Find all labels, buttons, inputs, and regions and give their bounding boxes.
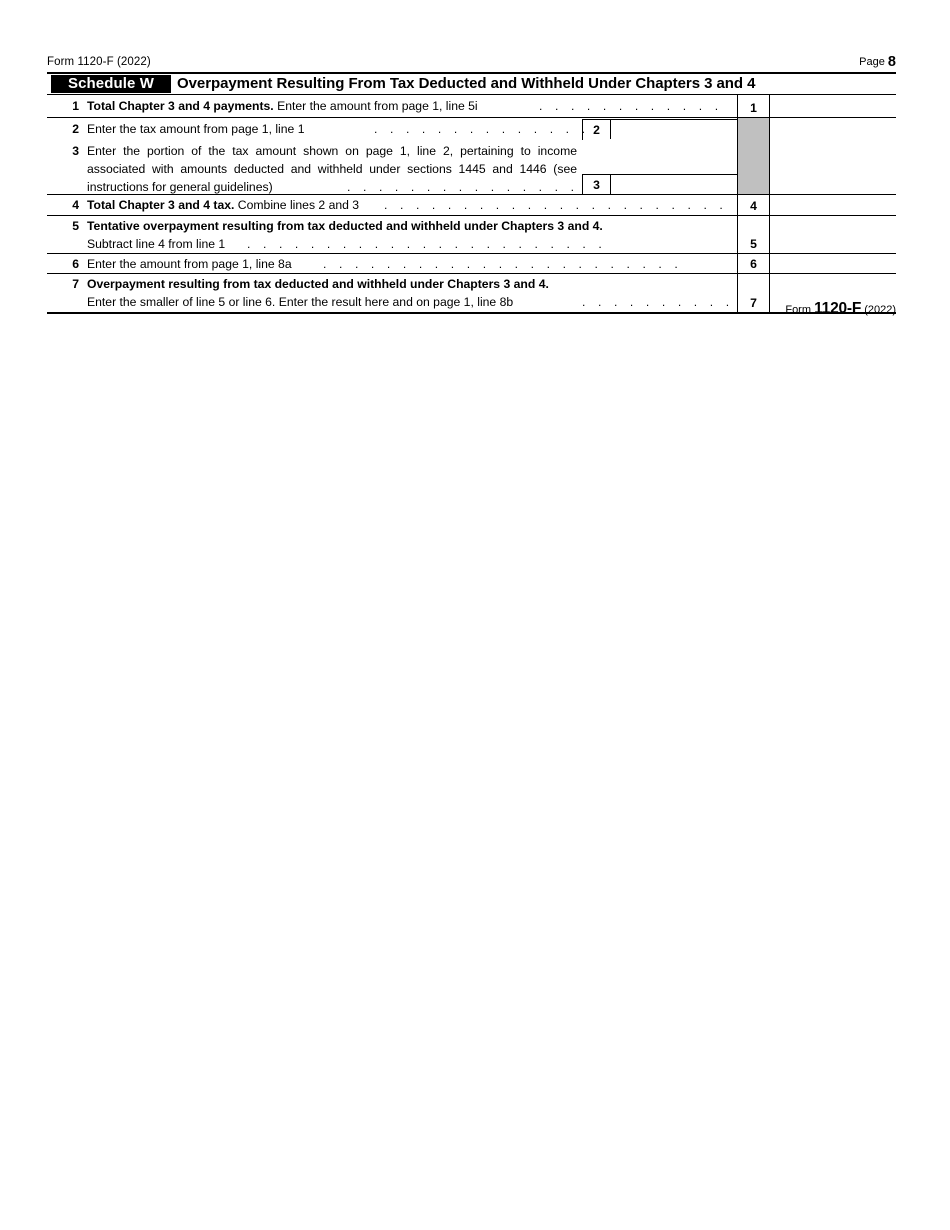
- sub-entry-field-3[interactable]: [611, 175, 737, 194]
- line-text-3-row2: associated with amounts deducted and withheld under sections 1445 and 1446 (see: [87, 162, 577, 176]
- amount-number-label-6: 6: [750, 257, 757, 271]
- sub-line-number-3: 3: [583, 175, 611, 194]
- line-number-5: 5: [72, 219, 79, 233]
- footer-form-year: (2022): [864, 304, 896, 316]
- line-text-4: [87, 197, 359, 213]
- dot-leader-1: . . . . . . . . . . . .: [539, 99, 723, 113]
- table-row-line-5: [47, 216, 896, 254]
- line-text-3-part1: [87, 143, 577, 159]
- table-row-line-1: [47, 95, 896, 118]
- amount-number-cell-5: [737, 216, 769, 253]
- form-footer: [47, 301, 896, 318]
- page-running-head: [47, 55, 896, 71]
- footer-form-word: Form: [785, 304, 812, 316]
- dot-leader-3: . . . . . . . . . . . . . . .: [347, 180, 579, 194]
- sub-entry-field-2[interactable]: [611, 120, 737, 139]
- line-text-2: Enter the tax amount from page 1, line 1: [87, 122, 305, 136]
- line-text-1-rest: Enter the amount from page 1, line 5i: [273, 99, 478, 113]
- schedule-w-table: [47, 72, 896, 314]
- line-text-5-part1: [87, 218, 603, 234]
- dot-leader-2: . . . . . . . . . . . . . .: [374, 122, 590, 136]
- amount-entry-field-4[interactable]: [769, 195, 896, 215]
- amount-number-label-7: 7: [750, 296, 757, 310]
- line-text-7-bold: Overpayment resulting from tax deducted and withheld under Chapters 3 and 4.: [87, 277, 549, 291]
- sub-entry-box-3: [582, 174, 737, 195]
- amount-entry-field-1[interactable]: [769, 95, 896, 117]
- line-text-7-part2: Enter the smaller of line 5 or line 6. Enter the result here and on page 1, line 8b: [87, 295, 514, 309]
- amount-entry-field-3: [769, 140, 896, 194]
- shaded-number-cell-3: [737, 140, 769, 194]
- dot-leader-6: . . . . . . . . . . . . . . . . . . . . . . .: [323, 257, 683, 271]
- line-text-4-rest: Combine lines 2 and 3: [234, 198, 360, 212]
- line-number-7: 7: [72, 277, 79, 291]
- amount-number-cell-6: [737, 254, 769, 273]
- form-reference-label: Form 1120-F (2022): [47, 56, 151, 68]
- shaded-number-cell-2: [737, 118, 769, 140]
- line-number-1: 1: [72, 99, 79, 113]
- line-text-1: [87, 98, 478, 114]
- dot-leader-7: . . . . . . . . . .: [582, 295, 734, 309]
- line-text-3-part3: instructions for general guidelines): [87, 180, 273, 194]
- amount-number-label-4: 4: [750, 199, 757, 213]
- line-number-2: 2: [72, 122, 79, 136]
- line-number-4: 4: [72, 198, 79, 212]
- sub-entry-box-2: [582, 119, 737, 140]
- line-text-3-row1: Enter the portion of the tax amount shown on page 1, line 2, pertaining to income: [87, 144, 577, 158]
- page-number-label: [859, 55, 896, 69]
- amount-entry-field-2: [769, 118, 896, 140]
- dot-leader-5: . . . . . . . . . . . . . . . . . . . . . . .: [247, 237, 607, 251]
- line-text-6: Enter the amount from page 1, line 8a: [87, 257, 292, 271]
- line-text-5-part2: Subtract line 4 from line 1: [87, 237, 226, 251]
- line-text-1-bold: Total Chapter 3 and 4 payments.: [87, 99, 274, 113]
- amount-entry-field-6[interactable]: [769, 254, 896, 273]
- table-row-line-3: [47, 140, 896, 195]
- schedule-header-row: [47, 74, 896, 95]
- table-row-line-4: [47, 195, 896, 216]
- line-text-5-bold: Tentative overpayment resulting from tax deducted and withheld under Chapters 3 and 4.: [87, 219, 603, 233]
- page-number-value: 8: [887, 54, 896, 70]
- amount-number-cell-1: [737, 95, 769, 117]
- table-row-line-6: [47, 254, 896, 274]
- amount-number-label-5: 5: [750, 237, 757, 251]
- amount-number-cell-4: [737, 195, 769, 215]
- line-number-6: 6: [72, 257, 79, 271]
- line-text-3-part2: [87, 161, 577, 177]
- footer-form-name: 1120-F: [814, 300, 862, 317]
- table-row-line-2: [47, 118, 896, 140]
- amount-entry-field-5[interactable]: [769, 216, 896, 253]
- sub-line-number-2: 2: [583, 120, 611, 139]
- line-number-3: 3: [72, 144, 79, 158]
- schedule-tag: Schedule W: [51, 75, 171, 93]
- schedule-title: Overpayment Resulting From Tax Deducted and Withheld Under Chapters 3 and 4: [177, 75, 756, 92]
- page-word: Page: [859, 56, 885, 68]
- line-text-7-part1: [87, 276, 549, 292]
- dot-leader-4: . . . . . . . . . . . . . . . . . . . . . .: [384, 198, 728, 212]
- line-text-4-bold: Total Chapter 3 and 4 tax.: [87, 198, 235, 212]
- amount-number-label-1: 1: [750, 101, 757, 115]
